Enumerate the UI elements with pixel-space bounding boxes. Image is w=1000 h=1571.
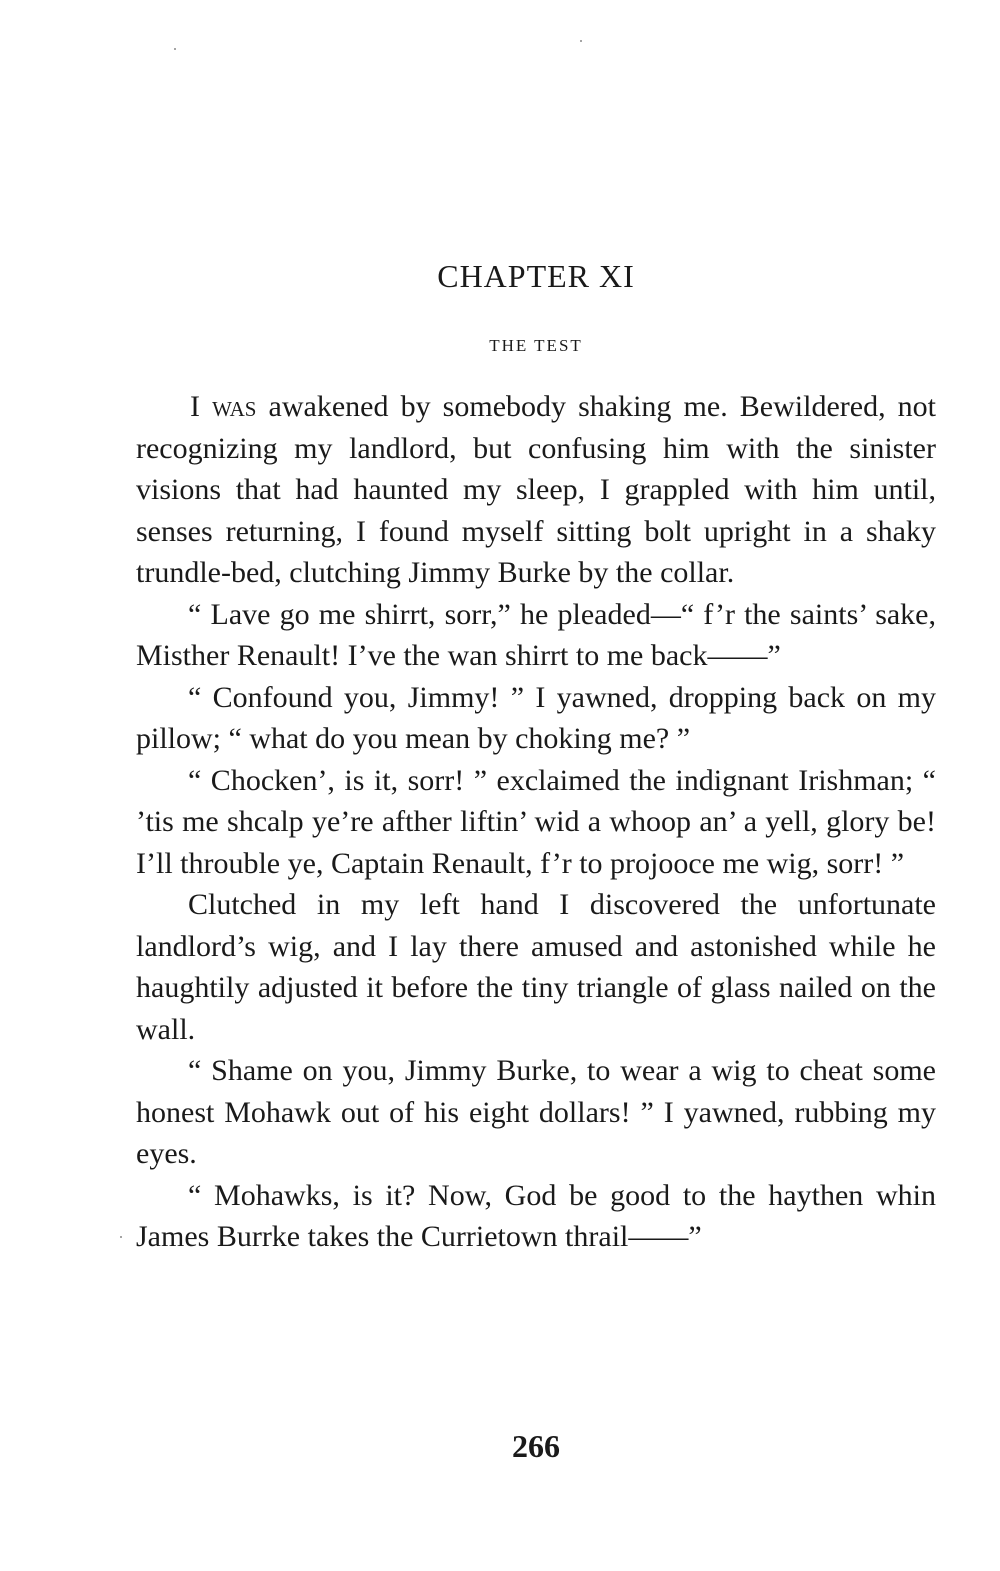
paper-speck [580, 40, 582, 42]
paper-speck [174, 48, 176, 50]
paragraph: “ Chocken’, is it, sorr! ” exclaimed the indignant Irishman; “ ’tis me shcalp ye’re afther liftin’ wid a whoop an’ a yell, glory be! I’ll throuble ye, Captain Renault, f’r to projooce me wig, sorr! ” [136, 763, 936, 880]
paper-speck [120, 1236, 122, 1238]
paragraph-text: awakened by somebody shaking me. Bewildered, not recognizing my landlord, but confusing him with the sinister visions that had haunted my sleep, I grappled with him until, senses returning, I found myself sitting bolt upright in a shaky trundle-bed, clutching Jimmy Burke by the collar. [136, 390, 937, 589]
chapter-heading: CHAPTER XI [437, 258, 635, 294]
paragraph: “ Lave go me shirrt, sorr,” he pleaded—“ f’r the saints’ sake, Misther Renault! I’ve the wan shirrt to me back——” [136, 597, 936, 672]
paragraph: Clutched in my left hand I discovered the unfortunate landlord’s wig, and I lay there amused and astonished while he haughtily adjusted it before the tiny triangle of glass nailed on the wall. [136, 888, 936, 1046]
lead-small-caps: was [212, 390, 257, 423]
body-text [136, 386, 936, 1258]
paragraph [136, 386, 936, 594]
paragraph: “ Confound you, Jimmy! ” I yawned, dropping back on my pillow; “ what do you mean by choking me? ” [136, 680, 936, 755]
page-number: 266 [512, 1428, 560, 1464]
chapter-title: THE TEST [489, 336, 583, 355]
paragraph: “ Shame on you, Jimmy Burke, to wear a wig to cheat some honest Mohawk out of his eight dollars! ” I yawned, rubbing my eyes. [136, 1054, 936, 1170]
drop-lead: I [190, 390, 200, 423]
paragraph: “ Mohawks, is it? Now, God be good to the haythen whin James Burrke takes the Currietown thrail——” [136, 1178, 936, 1253]
